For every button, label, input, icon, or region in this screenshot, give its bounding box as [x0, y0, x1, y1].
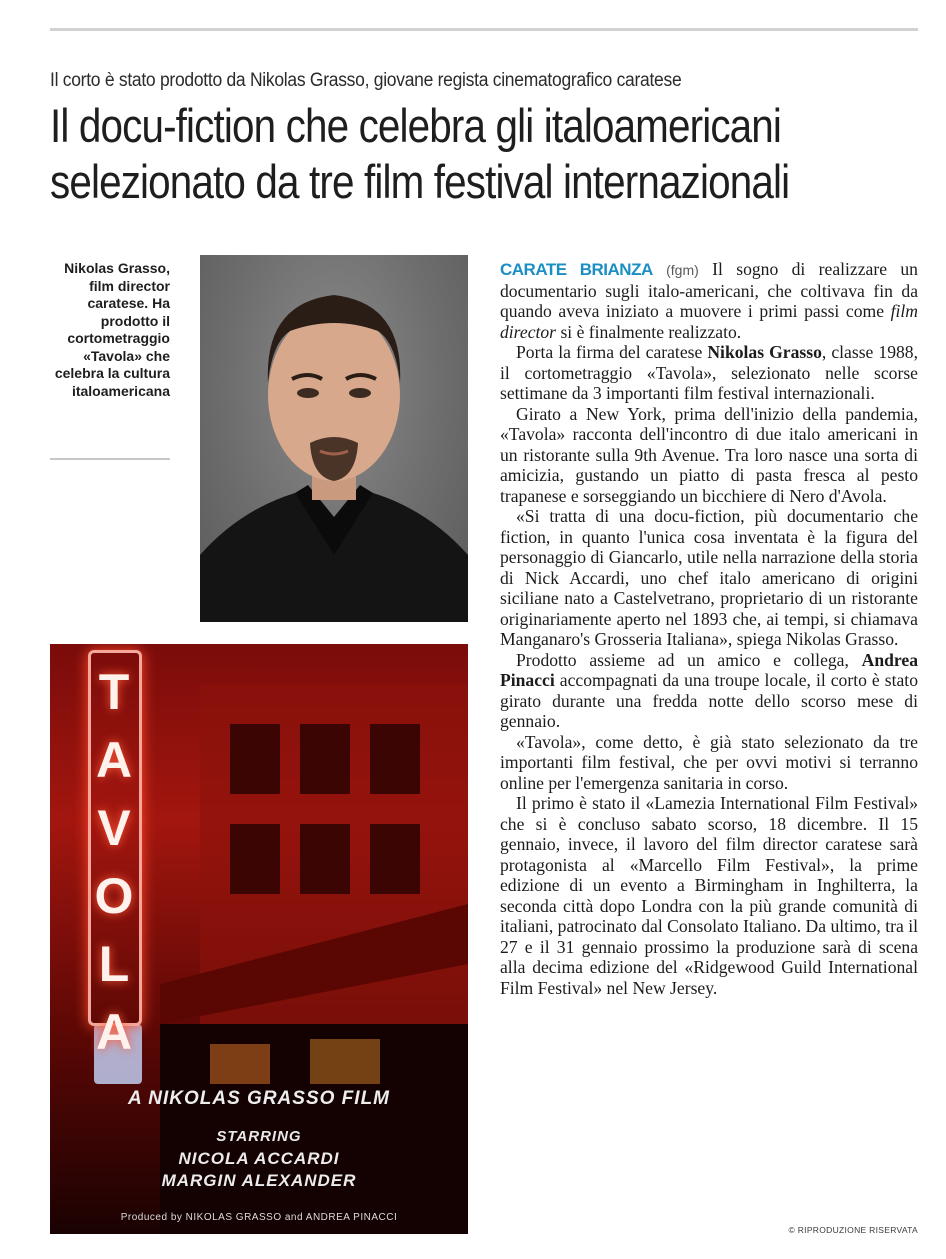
movie-poster	[50, 644, 468, 1234]
article-paragraph: Girato a New York, prima dell'inizio della pandemia, «Tavola» racconta dell'incontro di due italo americani in un ristorante sulla 9th Avenue. Tra loro nasce una sorta di amicizia, gustando un piatto di pasta fresca al pesto trapanese e sorseggiando un bicchiere di Nero d'Avola.	[500, 403, 918, 506]
poster-starring: STARRING	[216, 1128, 302, 1145]
paragraph-italic: film director	[500, 301, 919, 342]
paragraph-bold: Andrea Pinacci	[500, 649, 918, 690]
photo-caption: Nikolas Grasso, film director caratese. Ha prodotto il cortometraggio «Tavola» che celebra la cultura italoamericana	[54, 260, 170, 399]
copyright-notice: © RIPRODUZIONE RISERVATA	[788, 1225, 918, 1235]
headline	[50, 98, 824, 210]
poster-cast-name: MARGIN ALEXANDER	[161, 1171, 357, 1190]
top-rule	[50, 28, 918, 31]
paragraph-bold: Nikolas Grasso	[707, 342, 822, 362]
poster-title-letter: L	[98, 936, 130, 992]
poster-title	[90, 658, 138, 1066]
portrait-illustration	[200, 255, 468, 622]
article-paragraph	[500, 650, 918, 732]
article-paragraph	[500, 342, 918, 404]
dateline: CARATE BRIANZA	[500, 260, 653, 279]
paragraph-text: Prodotto assieme ad un amico e collega,	[516, 649, 849, 670]
poster-producer: Produced by NIKOLAS GRASSO and ANDREA PINACCI	[120, 1212, 398, 1223]
poster-cast-name: NICOLA ACCARDI	[178, 1149, 340, 1168]
paragraph-text: Il sogno di realizzare un documentario sugli italo-americani, che coltivava fin da quando aveva iniziato a muovere i primi passi come	[500, 259, 918, 321]
kicker: Il corto è stato prodotto da Nikolas Grasso, giovane regista cinematografico caratese	[50, 70, 682, 91]
portrait-photo	[200, 255, 468, 622]
article-body	[500, 259, 918, 998]
paragraph-text: Porta la firma del caratese	[516, 342, 703, 362]
poster-title-letter: O	[94, 868, 134, 924]
paragraph-text: accompagnati da una troupe locale, il corto è stato girato durante una fredda notte dello scorso mese di gennaio.	[500, 670, 918, 731]
poster-credit: A NIKOLAS GRASSO FILM	[127, 1088, 391, 1109]
poster-title-letter: T	[98, 664, 130, 720]
article-paragraph: Il primo è stato il «Lamezia International Film Festival» che si è concluso sabato scorso, 18 dicembre. Il 15 gennaio, invece, il lavoro del film director caratese sarà protagonista al «Marcello Film Festival», la prime edizione di un evento a Birmingham in Inghilterra, la seconda città dopo Londra con la più grande comunità di italiani, patrocinato dal Consolato Italiano. Da ultimo, tra il 27 e il 31 gennaio prossimo la produzione sarà di scena alla decima edizione del «Ridgewood Guild International Film Festival» nel New Jersey.	[500, 793, 918, 998]
article-paragraph: «Si tratta di una docu-fiction, più documentario che fiction, in quanto l'unica cosa inventata è la figura del personaggio di Giancarlo, utile nella narrazione della storia di Nick Accardi, uno chef italo americano di origini siciliane nato a Castelvetrano, proprietario di un ristorante originariamente aperto nel 1893 che, ai tempi, si chiamava Manganaro's Grosseria Italiana», spiega Nikolas Grasso.	[500, 506, 918, 649]
poster-title-letter: V	[97, 800, 131, 856]
byline: (fgm)	[666, 262, 699, 278]
headline-line-2: selezionato da tre film festival internazionali	[50, 155, 790, 208]
caption-rule	[50, 458, 170, 460]
paragraph-text: , classe 1988, il cortometraggio «Tavola», selezionato nelle scorse settimane da 3 importanti film festival internazionali.	[500, 342, 918, 403]
article-paragraph	[500, 259, 918, 342]
paragraph-text: si è finalmente realizzato.	[560, 321, 742, 342]
headline-line-1: Il docu-fiction che celebra gli italoamericani	[50, 99, 782, 152]
poster-cast	[50, 1148, 468, 1192]
poster-title-letter: A	[95, 1004, 133, 1060]
article-paragraph: «Tavola», come detto, è già stato selezionato da tre importanti film festival, che per ovvi motivi si terranno online per l'emergenza sanitaria in corso.	[500, 731, 918, 793]
poster-title-letter: A	[95, 732, 133, 788]
